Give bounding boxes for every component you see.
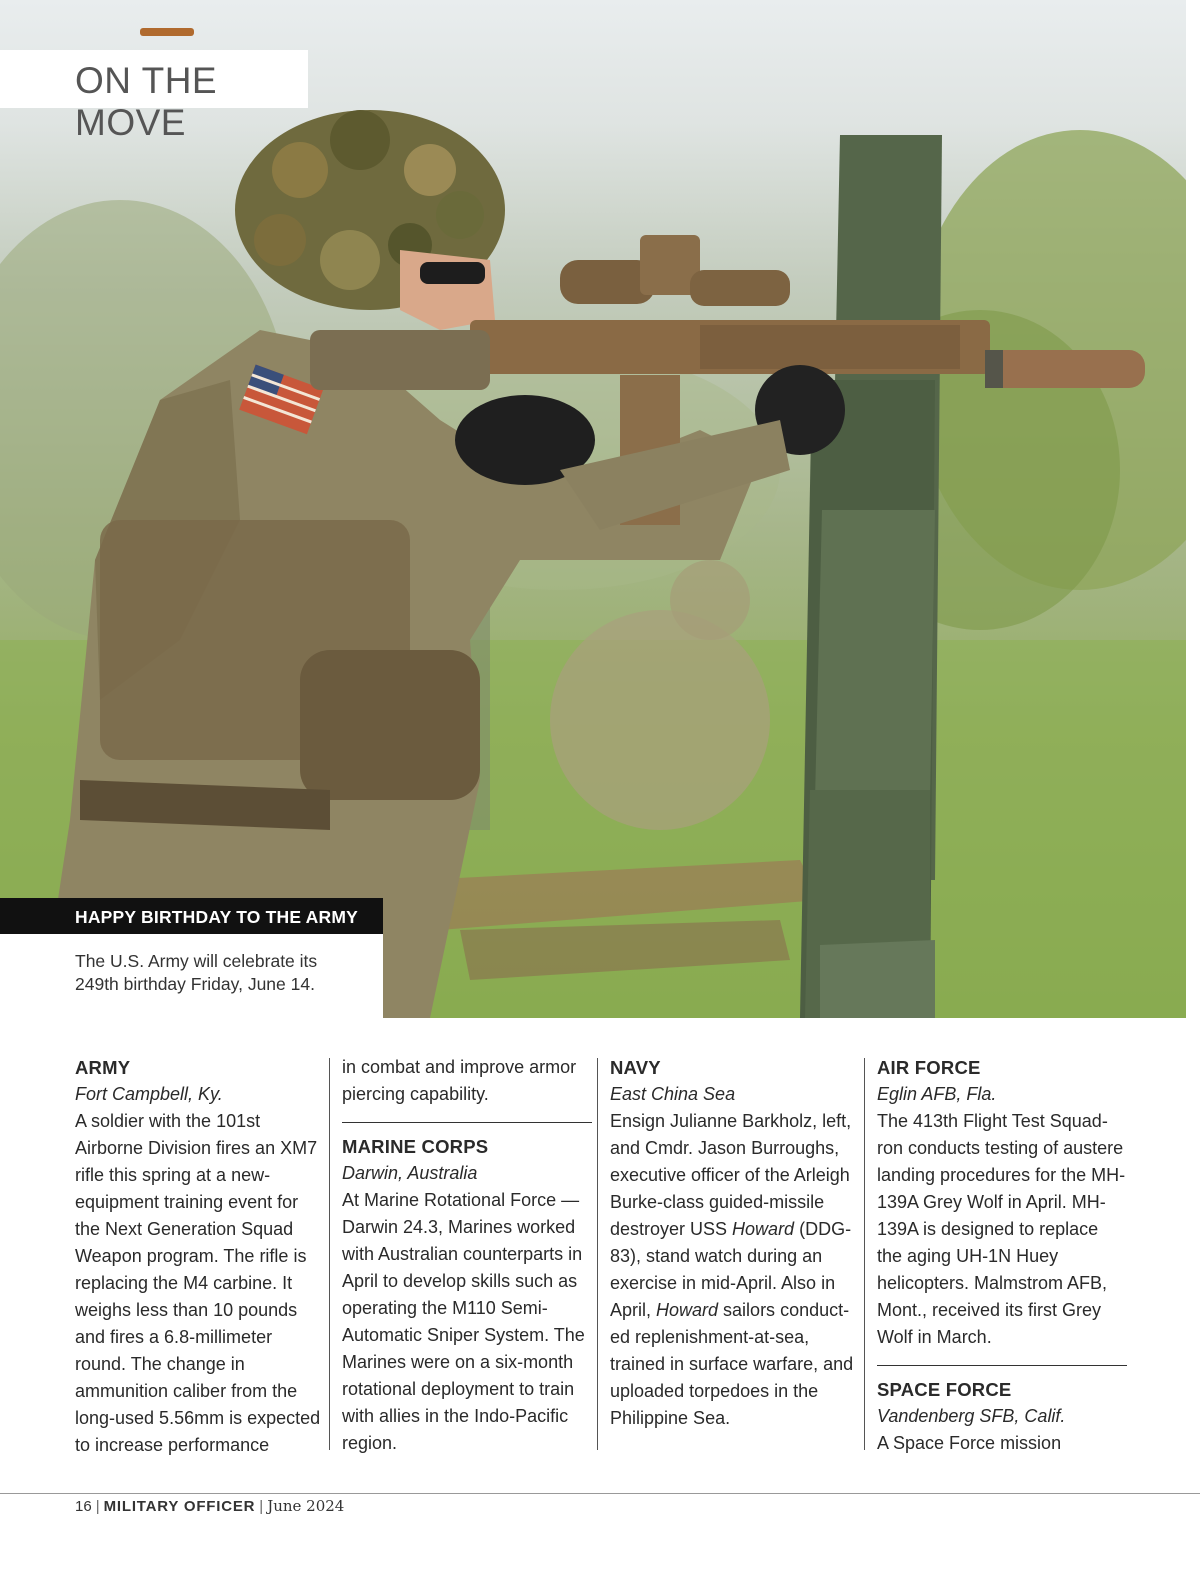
- ship-name: Howard: [656, 1300, 719, 1320]
- air-force-location: Eglin AFB, Fla.: [877, 1084, 997, 1104]
- army-body-continued: in combat and improve armor piercing capability.: [342, 1057, 577, 1104]
- page-number: 16: [75, 1498, 92, 1515]
- column-divider: [864, 1058, 865, 1450]
- column-navy: [610, 1054, 860, 1432]
- air-force-body: The 413th Flight Test Squadron conducts testing of austere landing procedures for the MH-139A Grey Wolf in April. MH-139A is designed to replace the aging UH-1N Huey helicopters. Malmstrom AFB, Mont., received its first Grey Wolf in March.: [877, 1111, 1126, 1347]
- publication-name: MILITARY OFFICER: [103, 1498, 256, 1515]
- marine-corps-body: At Marine Rotational Force — Darwin 24.3, Marines worked with Australian counterparts in April to develop skills such as operating the M110 Semi-Automatic Sniper System. The Marines were on a six-month rotational deployment to train with allies in the Indo-Pacific region.: [342, 1190, 585, 1453]
- section-divider: [877, 1365, 1127, 1366]
- footer-separator: |: [259, 1498, 264, 1515]
- section-label: ON THE MOVE: [75, 60, 218, 143]
- photo-caption-text: The U.S. Army will celebrate its 249th birthday Friday, June 14.: [75, 951, 318, 994]
- space-force-location: Vandenberg SFB, Calif.: [877, 1406, 1066, 1426]
- section-label-box: [0, 50, 308, 143]
- column-air-force: [877, 1054, 1127, 1457]
- space-force-body: A Space Force mission: [877, 1433, 1062, 1453]
- issue-date: June 2024: [267, 1497, 345, 1515]
- column-divider: [597, 1058, 598, 1450]
- navy-location: East China Sea: [610, 1084, 736, 1104]
- ship-name: Howard: [732, 1219, 795, 1239]
- navy-body-part-c: sailors conducted replenishment-at-sea, trained in surface warfare, and uploaded torpedoes in the Philippine Sea.: [610, 1300, 854, 1428]
- marine-corps-heading: MARINE CORPS: [342, 1136, 489, 1157]
- footer-rule: [0, 1493, 1200, 1494]
- column-divider: [329, 1058, 330, 1450]
- navy-heading: NAVY: [610, 1057, 661, 1078]
- army-body: A soldier with the 101st Airborne Division fires an XM7 rifle this spring at a new-equipment training event for the Next Generation Squad Weapon program. The rifle is replacing the M4 carbine. It weighs less than 10 pounds and fires a 6.8-millimeter round. The change in ammunition caliber from the long-used 5.56mm is expected to increase performance: [75, 1111, 321, 1455]
- column-army: [75, 1054, 325, 1459]
- page-footer: [75, 1497, 344, 1515]
- footer-separator: |: [95, 1498, 100, 1515]
- column-marine-corps: [342, 1054, 592, 1457]
- photo-caption-title-bar: [0, 898, 383, 934]
- section-divider: [342, 1122, 592, 1123]
- space-force-heading: SPACE FORCE: [877, 1379, 1012, 1400]
- navy-body: [610, 1108, 860, 1432]
- air-force-heading: AIR FORCE: [877, 1057, 981, 1078]
- photo-caption-title: HAPPY BIRTHDAY TO THE ARMY: [75, 907, 358, 927]
- navy-body-part-b: (DDG-83), stand watch during an exercise in mid-April. Also in April,: [610, 1219, 852, 1320]
- section-accent-bar: [140, 28, 194, 36]
- army-location: Fort Campbell, Ky.: [75, 1084, 223, 1104]
- army-heading: ARMY: [75, 1057, 131, 1078]
- photo-caption-box: [0, 934, 383, 1018]
- navy-body-part-a: Ensign Julianne Barkholz, left, and Cmdr. Jason Burroughs, executive officer of the Arleigh Burke-class guided-missile destroyer USS: [610, 1111, 852, 1239]
- marine-corps-location: Darwin, Australia: [342, 1163, 478, 1183]
